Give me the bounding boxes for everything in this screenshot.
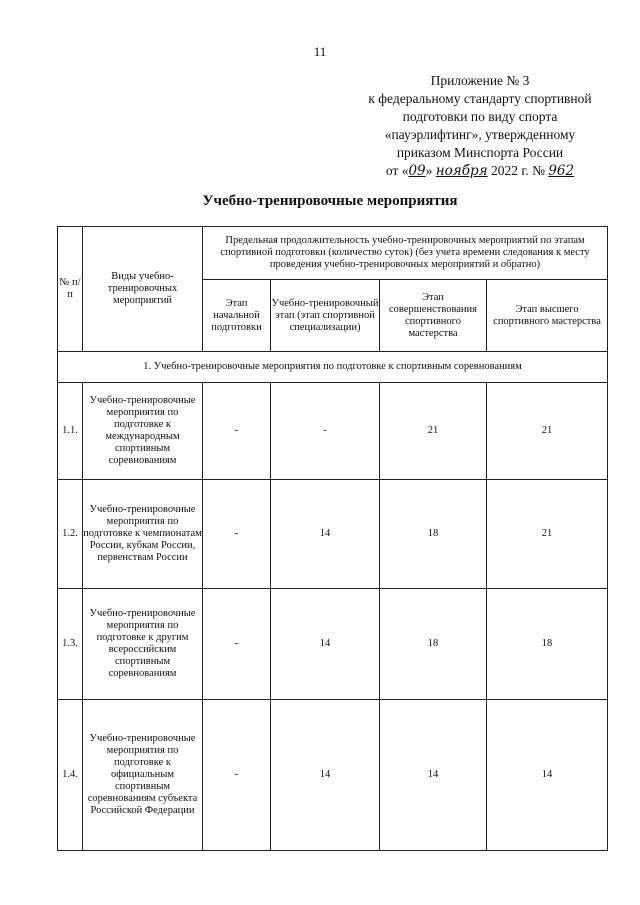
row-value: 21	[487, 480, 608, 589]
header-stage: Учебно-тренировочный этап (этап спортивной специализации)	[271, 280, 380, 352]
section-title: 1. Учебно-тренировочные мероприятия по подготовке к спортивным соревнованиям	[58, 352, 608, 383]
header-kind: Виды учебно-тренировочных мероприятий	[83, 227, 203, 352]
row-value: 14	[271, 589, 380, 700]
row-value: -	[203, 589, 271, 700]
table-row	[58, 480, 608, 589]
appendix-line: Приложение № 3	[430, 73, 530, 88]
row-value: -	[203, 700, 271, 851]
header-stage: Этап высшего спортивного мастерства	[487, 280, 608, 352]
row-value: 18	[487, 589, 608, 700]
header-row	[58, 227, 608, 280]
row-name: Учебно-тренировочные мероприятия по подготовке к другим всероссийским спортивным соревнованиям	[83, 589, 203, 700]
row-num: 1.2.	[58, 480, 83, 589]
row-value: 21	[487, 383, 608, 480]
row-value: 14	[487, 700, 608, 851]
page-number: 11	[313, 44, 327, 59]
row-num: 1.3.	[58, 589, 83, 700]
appendix-block	[340, 72, 620, 180]
row-name: Учебно-тренировочные мероприятия по подготовке к международным спортивным соревнованиям	[83, 383, 203, 480]
header-stage: Этап совершенствования спортивного мастерства	[380, 280, 487, 352]
appendix-line: «пауэрлифтинг», утвержденному	[384, 127, 576, 142]
row-value: 14	[271, 480, 380, 589]
row-value: -	[203, 480, 271, 589]
table-row	[58, 589, 608, 700]
row-value: -	[271, 383, 380, 480]
order-number: 962	[548, 163, 575, 179]
order-month: ноября	[435, 163, 488, 179]
appendix-line: к федеральному стандарту спортивной	[368, 91, 592, 106]
document-title: Учебно-тренировочные мероприятия	[202, 193, 458, 209]
row-value: 18	[380, 480, 487, 589]
table-row	[58, 383, 608, 480]
row-name: Учебно-тренировочные мероприятия по подготовке к официальным спортивным соревнованиям субъекта Российской Федерации	[83, 700, 203, 851]
order-mid: »	[425, 163, 433, 178]
appendix-line: приказом Минспорта России	[396, 145, 564, 160]
events-table	[57, 226, 608, 851]
row-name: Учебно-тренировочные мероприятия по подготовке к чемпионатам России, кубкам России, первенствам России	[83, 480, 203, 589]
header-num: № п/п	[58, 227, 83, 352]
order-line	[340, 162, 620, 180]
row-value: 21	[380, 383, 487, 480]
order-year: 2022 г. №	[490, 163, 545, 178]
header-stage: Этап начальной подготовки	[203, 280, 271, 352]
order-day: 09	[408, 163, 426, 179]
row-value: 14	[271, 700, 380, 851]
appendix-line: подготовки по виду спорта	[402, 109, 558, 124]
section-row	[58, 352, 608, 383]
row-value: 14	[380, 700, 487, 851]
row-value: 18	[380, 589, 487, 700]
header-duration: Предельная продолжительность учебно-тренировочных мероприятий по этапам спортивной подготовки (количество суток) (без учета времени следования к месту проведения учебно-тренировочных мероприятий и обратно)	[203, 227, 608, 280]
row-num: 1.1.	[58, 383, 83, 480]
order-prefix: от «	[385, 163, 409, 178]
row-num: 1.4.	[58, 700, 83, 851]
table-row	[58, 700, 608, 851]
row-value: -	[203, 383, 271, 480]
